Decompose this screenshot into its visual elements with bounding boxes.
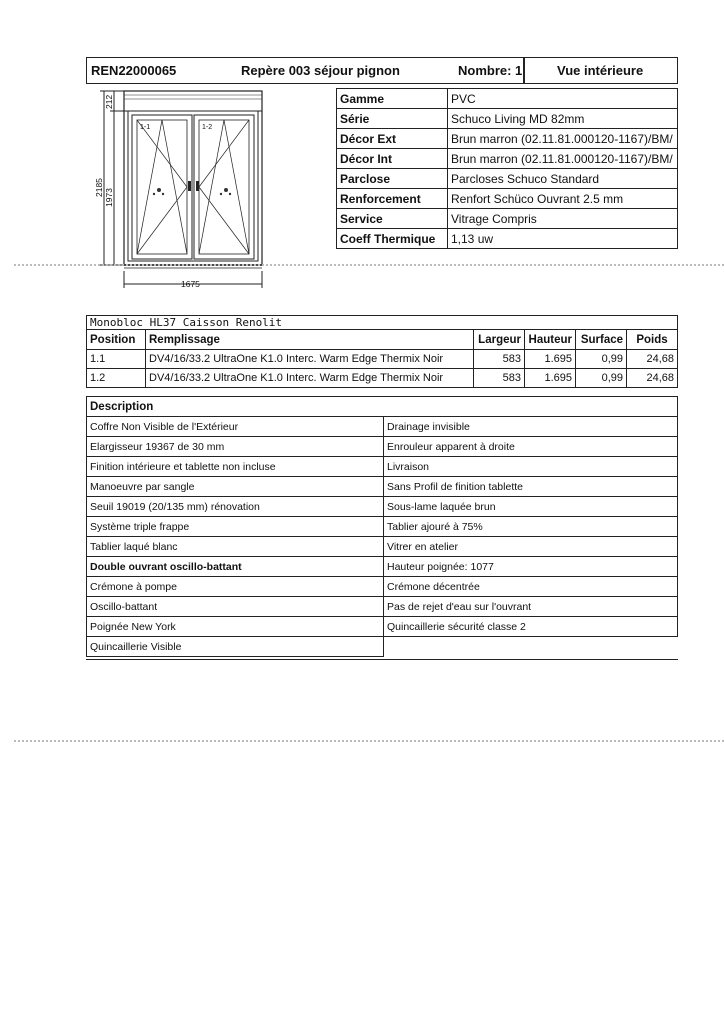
spec-key: Coeff Thermique	[337, 229, 448, 249]
description-right: Sans Profil de finition tablette	[384, 477, 678, 497]
col-poids: Poids	[627, 330, 678, 350]
hauteur-cell: 1.695	[525, 369, 576, 388]
col-remplissage: Remplissage	[146, 330, 474, 350]
spec-key: Série	[337, 109, 448, 129]
description-row	[87, 557, 678, 577]
description-left: Poignée New York	[87, 617, 384, 637]
description-right: Quincaillerie sécurité classe 2	[384, 617, 678, 637]
spec-key: Gamme	[337, 89, 448, 109]
bottom-rule	[86, 659, 678, 660]
description-row	[87, 517, 678, 537]
description-row	[87, 457, 678, 477]
table-row	[87, 350, 678, 369]
monobloc-header-row	[87, 330, 678, 350]
description-left: Crémone à pompe	[87, 577, 384, 597]
reference-number: REN22000065	[91, 63, 177, 78]
description-row	[87, 477, 678, 497]
surface-cell: 0,99	[576, 369, 627, 388]
col-hauteur: Hauteur	[525, 330, 576, 350]
dim-width-label: 1675	[181, 279, 200, 289]
spec-key: Décor Int	[337, 149, 448, 169]
description-right: Enrouleur apparent à droite	[384, 437, 678, 457]
description-left: Tablier laqué blanc	[87, 537, 384, 557]
spec-key: Parclose	[337, 169, 448, 189]
poids-cell: 24,68	[627, 369, 678, 388]
description-right: Hauteur poignée: 1077	[384, 557, 678, 577]
sash-right-label: 1-2	[202, 124, 213, 131]
description-row	[87, 597, 678, 617]
col-position: Position	[87, 330, 146, 350]
description-row	[87, 417, 678, 437]
spec-row	[337, 89, 678, 109]
description-left: Seuil 19019 (20/135 mm) rénovation	[87, 497, 384, 517]
header-divider	[523, 58, 525, 83]
spec-value: Vitrage Compris	[448, 209, 678, 229]
largeur-cell: 583	[474, 369, 525, 388]
remplissage-cell: DV4/16/33.2 UltraOne K1.0 Interc. Warm Edge Thermix Noir	[146, 350, 474, 369]
description-right: Drainage invisible	[384, 417, 678, 437]
separator-line	[14, 740, 724, 742]
description-left: Double ouvrant oscillo-battant	[87, 557, 384, 577]
spec-row	[337, 149, 678, 169]
remplissage-cell: DV4/16/33.2 UltraOne K1.0 Interc. Warm Edge Thermix Noir	[146, 369, 474, 388]
table-row	[87, 369, 678, 388]
spec-value: PVC	[448, 89, 678, 109]
spec-value: Renfort Schüco Ouvrant 2.5 mm	[448, 189, 678, 209]
description-left: Quincaillerie Visible	[87, 637, 384, 657]
description-right: Sous-lame laquée brun	[384, 497, 678, 517]
spec-value: 1,13 uw	[448, 229, 678, 249]
description-table	[86, 396, 678, 657]
description-left: Coffre Non Visible de l'Extérieur	[87, 417, 384, 437]
spec-value: Parcloses Schuco Standard	[448, 169, 678, 189]
spec-row	[337, 189, 678, 209]
description-right: Tablier ajouré à 75%	[384, 517, 678, 537]
monobloc-table	[86, 315, 678, 388]
description-title: Description	[87, 397, 678, 417]
sash-left-label: 1-1	[140, 124, 151, 131]
repere-label: Repère 003 séjour pignon	[241, 63, 400, 78]
description-right: Crémone décentrée	[384, 577, 678, 597]
dim-top-label: 212	[104, 94, 114, 109]
monobloc-title: Monobloc HL37 Caisson Renolit	[87, 316, 678, 330]
spec-value: Schuco Living MD 82mm	[448, 109, 678, 129]
description-left: Elargisseur 19367 de 30 mm	[87, 437, 384, 457]
spec-value: Brun marron (02.11.81.000120-1167)/BM/	[448, 129, 678, 149]
view-label: Vue intérieure	[557, 63, 644, 78]
spec-row	[337, 169, 678, 189]
description-row	[87, 577, 678, 597]
dim-total-height-label: 2185	[94, 178, 104, 197]
dim-frame-height-label: 1973	[104, 188, 114, 207]
description-right: Livraison	[384, 457, 678, 477]
hauteur-cell: 1.695	[525, 350, 576, 369]
description-row	[87, 537, 678, 557]
description-left: Oscillo-battant	[87, 597, 384, 617]
description-row	[87, 637, 678, 657]
spec-row	[337, 229, 678, 249]
description-row	[87, 437, 678, 457]
spec-row	[337, 109, 678, 129]
surface-cell: 0,99	[576, 350, 627, 369]
specifications-table	[336, 88, 678, 249]
document-header	[86, 57, 678, 84]
spec-row	[337, 209, 678, 229]
position-cell: 1.1	[87, 350, 146, 369]
description-left: Finition intérieure et tablette non incluse	[87, 457, 384, 477]
description-right: Pas de rejet d'eau sur l'ouvrant	[384, 597, 678, 617]
spec-row	[337, 129, 678, 149]
quantity-label: Nombre: 1	[458, 63, 523, 78]
largeur-cell: 583	[474, 350, 525, 369]
col-surface: Surface	[576, 330, 627, 350]
description-row	[87, 497, 678, 517]
position-cell: 1.2	[87, 369, 146, 388]
spec-key: Renforcement	[337, 189, 448, 209]
spec-key: Décor Ext	[337, 129, 448, 149]
spec-key: Service	[337, 209, 448, 229]
description-left: Manoeuvre par sangle	[87, 477, 384, 497]
description-right: Vitrer en atelier	[384, 537, 678, 557]
separator-line	[14, 264, 724, 266]
poids-cell: 24,68	[627, 350, 678, 369]
description-left: Système triple frappe	[87, 517, 384, 537]
description-row	[87, 617, 678, 637]
description-right	[384, 637, 678, 657]
spec-value: Brun marron (02.11.81.000120-1167)/BM/	[448, 149, 678, 169]
col-largeur: Largeur	[474, 330, 525, 350]
